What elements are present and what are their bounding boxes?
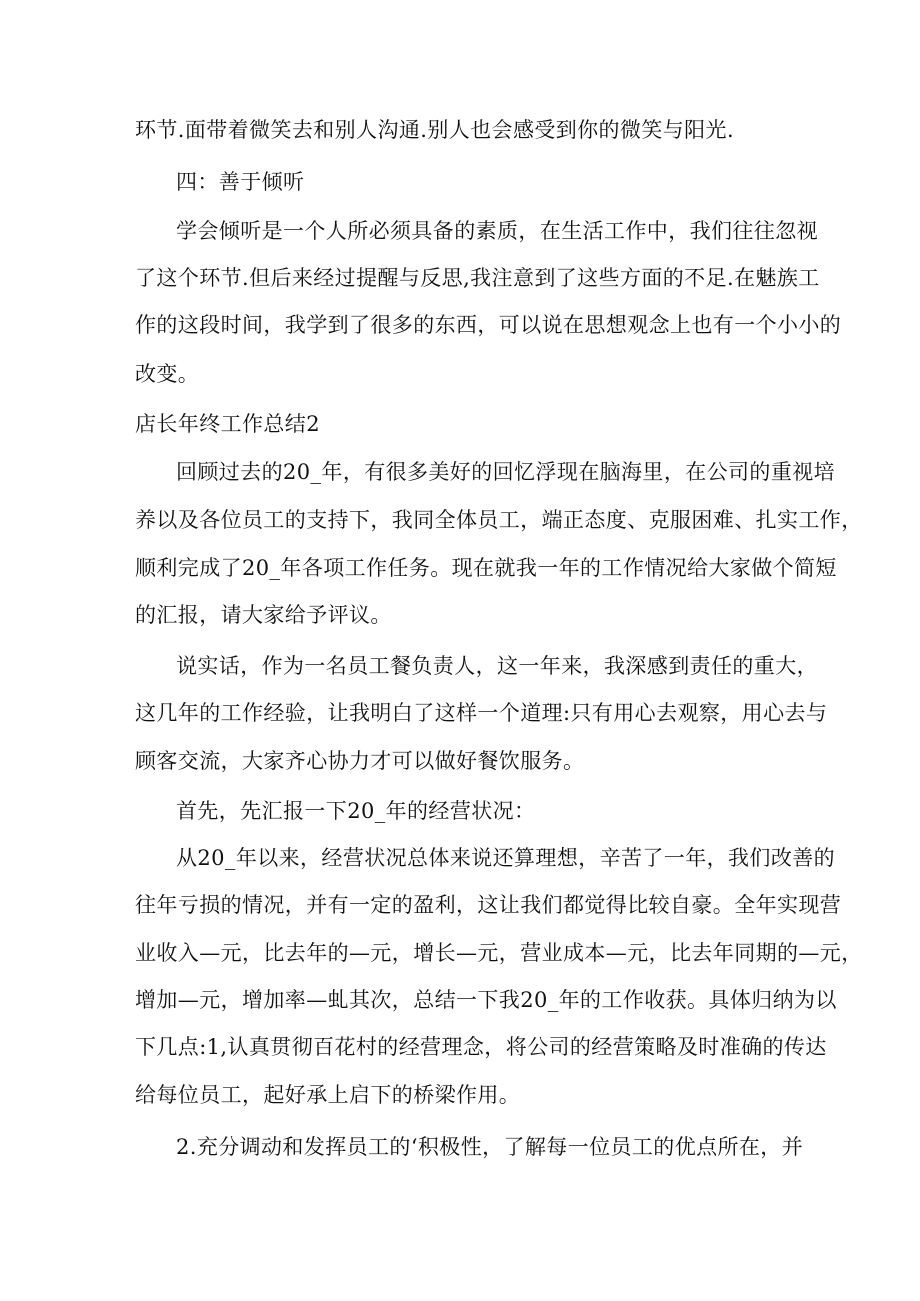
paragraph-line: 作的这段时间，我学到了很多的东西，可以说在思想观念上也有一个小小的 (135, 313, 842, 337)
paragraph-line: 业收入—元，比去年的—元，增长—元，营业成本—元，比去年同期的—元， (135, 941, 863, 965)
paragraph-line: 环节.面带着微笑去和别人沟通.别人也会感受到你的微笑与阳光. (135, 118, 735, 142)
paragraph-line: 这几年的工作经验，让我明白了这样一个道理:只有用心去观察，用心去与 (135, 701, 828, 725)
paragraph-line: 改变。 (135, 362, 200, 386)
paragraph-line: 养以及各位员工的支持下，我同全体员工，端正态度、克服困难、扎实工作， (135, 508, 863, 532)
section-title: 店长年终工作总结2 (135, 412, 320, 436)
paragraph-line: 说实话，作为一名员工餐负责人，这一年来，我深感到责任的重大， (176, 654, 818, 678)
section-heading: 四：善于倾听 (176, 170, 305, 194)
paragraph-line: 给每位员工，起好承上启下的桥梁作用。 (135, 1083, 521, 1107)
paragraph-line: 了这个环节.但后来经过提醒与反思,我注意到了这些方面的不足.在魅族工 (135, 266, 820, 290)
paragraph-line: 顺利完成了20_年各项工作任务。现在就我一年的工作情况给大家做个简短 (135, 556, 837, 580)
paragraph-line: 2.充分调动和发挥员工的‘积极性，了解每一位员工的优点所在，并 (176, 1135, 804, 1159)
paragraph-line: 首先，先汇报一下20_年的经营状况： (176, 799, 536, 823)
paragraph-line: 回顾过去的20_年，有很多美好的回忆浮现在脑海里，在公司的重视培 (176, 460, 836, 484)
paragraph-line: 增加—元，增加率—虬其次，总结一下我20_年的工作收获。具体归纳为以 (135, 988, 837, 1012)
paragraph-line: 下几点:1,认真贯彻百花村的经营理念，将公司的经营策略及时准确的传达 (135, 1035, 827, 1059)
paragraph-line: 顾客交流，大家齐心协力才可以做好餐饮服务。 (135, 749, 585, 773)
paragraph-line: 学会倾听是一个人所必须具备的素质，在生活工作中，我们往往忽视 (176, 219, 818, 243)
paragraph-line: 从20_年以来，经营状况总体来说还算理想，辛苦了一年，我们改善的 (176, 846, 836, 870)
paragraph-line: 的汇报，请大家给予评议。 (135, 603, 392, 627)
paragraph-line: 往年亏损的情况，并有一定的盈利，这让我们都觉得比较自豪。全年实现营 (135, 893, 842, 917)
